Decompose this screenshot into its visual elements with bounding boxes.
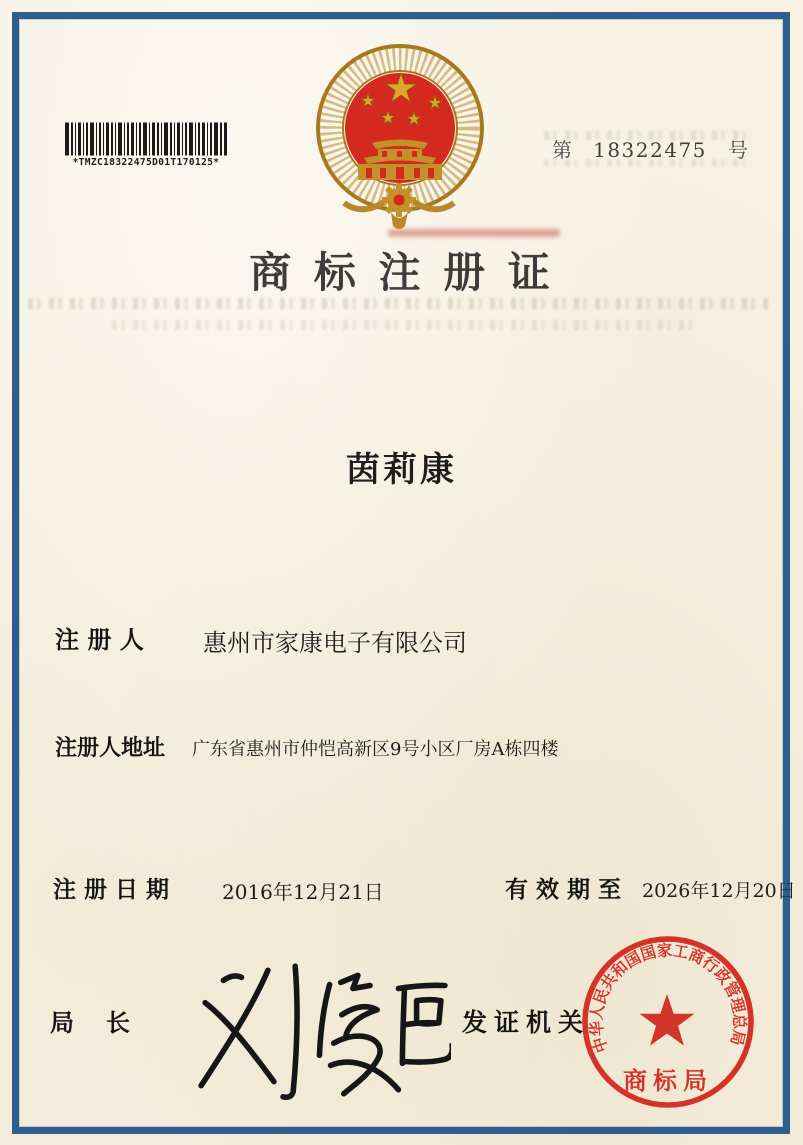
seal-star-icon xyxy=(640,994,695,1046)
barcode xyxy=(63,122,229,168)
registrant-address-value: 广东省惠州市仲恺高新区9号小区厂房A栋四楼 xyxy=(192,739,559,760)
seal-ring-text: 中华人民共和国国家工商行政管理总局 xyxy=(586,940,750,1056)
cert-number-prefix: 第 xyxy=(552,138,572,162)
valid-until-value: 2026年12月20日 xyxy=(642,880,796,902)
valid-until-label: 有 效 期 至 xyxy=(505,876,622,903)
certificate-number xyxy=(552,134,748,163)
trademark-office-seal xyxy=(578,932,758,1112)
seal-bottom-text: 商标局 xyxy=(623,1066,713,1095)
certificate-title: 商 标 注 册 证 xyxy=(249,248,554,297)
cert-number-suffix: 号 xyxy=(727,138,748,162)
trademark-name: 茵莉康 xyxy=(346,450,457,490)
registration-date-label: 注 册 日 期 xyxy=(53,876,170,903)
barcode-text: *TMZC18322475D01T170125* xyxy=(72,157,220,168)
registrant-address-label: 注册人地址 xyxy=(55,735,166,761)
national-emblem-of-china xyxy=(312,40,488,240)
barcode-bars xyxy=(65,122,227,156)
director-signature xyxy=(193,958,451,1100)
registrant-value: 惠州市家康电子有限公司 xyxy=(203,629,467,657)
director-label-right: 长 xyxy=(106,1008,130,1037)
registrant-label: 注 册 人 xyxy=(55,625,144,654)
registration-date-value: 2016年12月21日 xyxy=(222,880,384,904)
director-label-left: 局 xyxy=(50,1008,74,1037)
bleedthrough-row xyxy=(112,320,692,330)
cert-number-value: 18322475 xyxy=(593,138,707,162)
issuing-authority-label: 发证机关 xyxy=(462,1008,591,1037)
